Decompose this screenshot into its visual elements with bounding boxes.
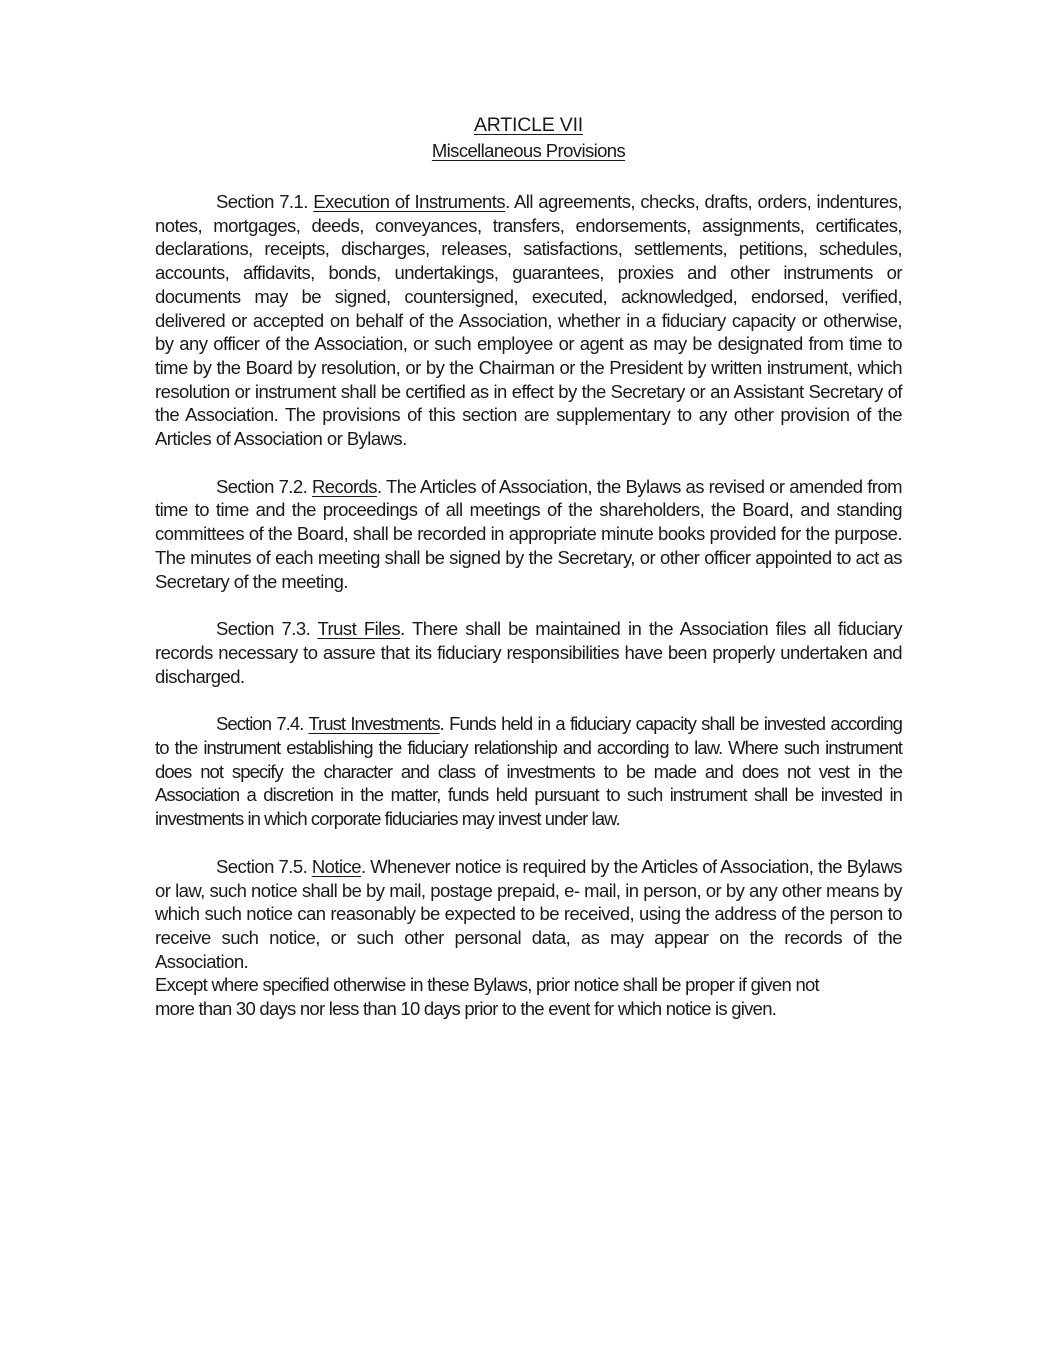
section-body: . The Articles of Association, the Bylaws as revised or amended from time to time and the proceedings of all meetings of the shareholders, the Board, and standing committees of the Board, shall be recorded in appropriate minute books provided for the purpose. The minutes of each meeting shall be signed by the Secretary, or other officer appointed to act as Secretary of the meeting.: [155, 475, 902, 592]
section-7-4: [155, 712, 902, 831]
section-body: . Whenever notice is required by the Articles of Association, the Bylaws or law, such notice shall be by mail, postage prepaid, e- mail, in person, or by any other means by which such notice can reasonably be expected to be received, using the address of the person to receive such notice, or such other personal data, as may appear on the records of the Association.: [155, 855, 902, 972]
section-body: . Funds held in a fiduciary capacity shall be invested according to the instrument establishing the fiduciary relationship and according to law. Where such instrument does not specify the character and class of investments to be made and does not vest in the Association a discretion in the matter, funds held pursuant to such instrument shall be invested in investments in which corporate fiduciaries may invest under law.: [155, 713, 902, 830]
section-7-1: [155, 190, 902, 451]
section-7-2: [155, 475, 902, 594]
section-7-3: [155, 617, 902, 688]
section-7-5-addendum-line-1: Except where specified otherwise in these Bylaws, prior notice shall be proper if given not: [155, 974, 819, 996]
article-heading: [155, 112, 902, 138]
section-title: Trust Investments: [308, 713, 440, 735]
article-subheading: [155, 138, 902, 164]
section-title: Records: [311, 475, 377, 497]
section-number: Section 7.4.: [216, 713, 304, 735]
section-number: Section 7.1.: [216, 191, 308, 212]
document-page: [155, 112, 902, 1021]
section-7-5-addendum-line-2: more than 30 days nor less than 10 days prior to the event for which notice is given.: [155, 998, 777, 1020]
section-number: Section 7.3.: [216, 618, 311, 640]
section-7-5: [155, 855, 902, 974]
section-title: Notice: [311, 855, 361, 877]
article-subheading-text: Miscellaneous Provisions: [431, 140, 626, 161]
section-body: . There shall be maintained in the Association files all fiduciary records necessary to assure that its fiduciary responsibilities have been properly undertaken and discharged.: [155, 618, 902, 687]
section-number: Section 7.2.: [216, 475, 308, 497]
article-heading-text: ARTICLE VII: [473, 114, 584, 136]
section-number: Section 7.5.: [216, 855, 308, 877]
section-body: . All agreements, checks, drafts, orders, indentures, notes, mortgages, deeds, conveyances, transfers, endorsements, assignments, certificates, declarations, receipts, discharges, releases, satisfactions, settlements, petitions, schedules, accounts, affidavits, bonds, undertakings, guarantees, proxies and other instruments or documents may be signed, countersigned, executed, acknowledged, endorsed, verified, delivered or accepted on behalf of the Association, whether in a fiduciary capacity or otherwise, by any officer of the Association, or such employee or agent as may be designated from time to time by the Board by resolution, or by the Chairman or the President by written instrument, which resolution or instrument shall be certified as in effect by the Secretary or an Assistant Secretary of the Association. The provisions of this section are supplementary to any other provision of the Articles of Association or Bylaws.: [155, 191, 902, 450]
section-title: Execution of Instruments: [313, 191, 506, 212]
section-title: Trust Files: [317, 618, 401, 640]
